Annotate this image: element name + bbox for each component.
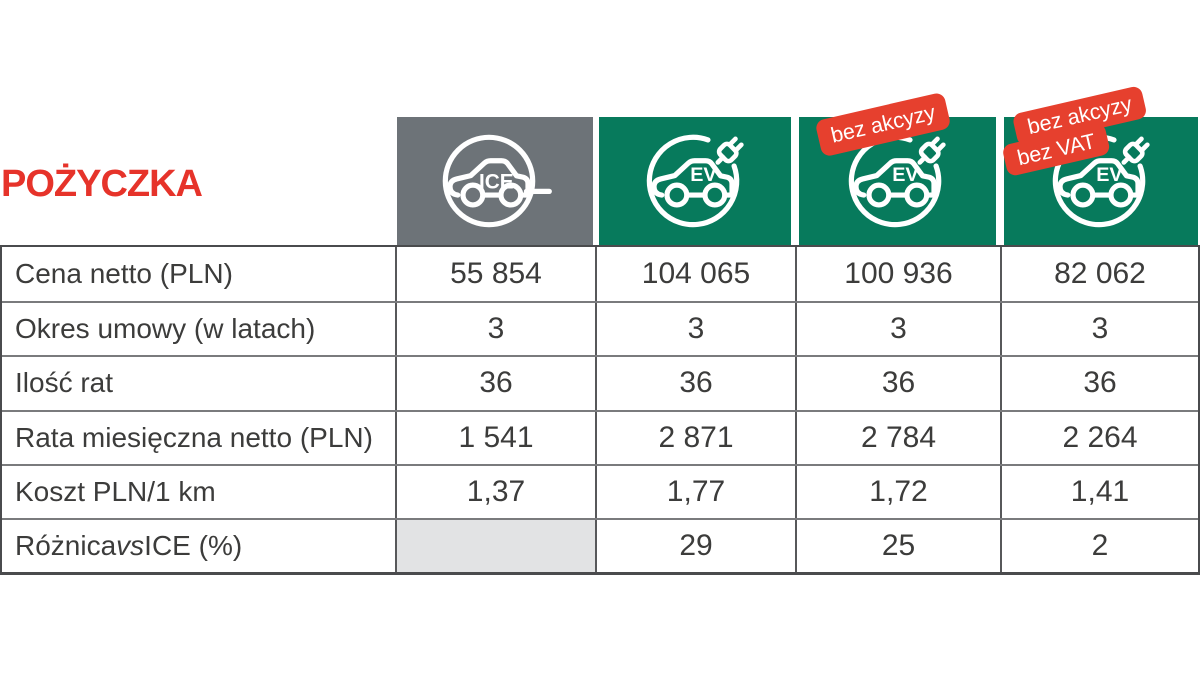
table-row (2, 301, 1198, 355)
value-cell: 36 (795, 357, 1000, 409)
value-cell: 3 (795, 303, 1000, 355)
ev-icon-label: EV (892, 164, 919, 186)
ev-icon-label: EV (690, 164, 717, 186)
ev-icon-label: EV (1096, 164, 1123, 186)
table-row (2, 410, 1198, 464)
ev-car-plug-icon (641, 129, 749, 233)
row-label-segment: Okres umowy (w latach) (15, 313, 316, 345)
value-cell: 36 (1000, 357, 1198, 409)
empty-shaded-cell (395, 520, 595, 572)
value-cell: 1,77 (595, 466, 795, 518)
value-cell: 1,41 (1000, 466, 1198, 518)
row-label (2, 303, 395, 355)
ice-icon-label: ICE (478, 170, 514, 194)
row-label (2, 466, 395, 518)
row-label-segment: Rata miesięczna netto (PLN) (15, 421, 373, 453)
value-cell: 3 (395, 303, 595, 355)
column-header-ev-bez-akcyzy (799, 100, 996, 245)
row-label-segment: ICE (%) (144, 529, 243, 561)
value-cell: 3 (595, 303, 795, 355)
value-cell: 36 (595, 357, 795, 409)
badge-label: bez akcyzy (828, 100, 938, 148)
column-header-ev-bez-akcyzy-bez-vat (1004, 91, 1198, 245)
row-label (2, 520, 395, 572)
ice-car-icon (437, 129, 553, 233)
row-label-segment: Różnica (15, 529, 117, 561)
badge-label-line2: bez VAT (1001, 122, 1111, 178)
table-row (2, 247, 1198, 301)
column-header-ice (397, 117, 593, 245)
page-title: POŻYCZKA (1, 163, 202, 205)
value-cell: 36 (395, 357, 595, 409)
table-row (2, 518, 1198, 572)
badge-label-line1: bez akcyzy (1012, 85, 1148, 147)
table-row (2, 464, 1198, 518)
row-label-segment: vs (116, 529, 145, 561)
row-label-segment: Ilość rat (15, 367, 114, 399)
value-cell: 25 (795, 520, 1000, 572)
column-header-ev (599, 117, 791, 245)
value-cell: 100 936 (795, 247, 1000, 301)
row-label-segment: Koszt PLN/1 km (15, 475, 216, 507)
value-cell: 55 854 (395, 247, 595, 301)
value-cell: 1,72 (795, 466, 1000, 518)
value-cell: 1 541 (395, 412, 595, 464)
row-label-segment: Cena netto (PLN) (15, 258, 233, 290)
table-row (2, 355, 1198, 409)
value-cell: 29 (595, 520, 795, 572)
value-cell: 82 062 (1000, 247, 1198, 301)
value-cell: 1,37 (395, 466, 595, 518)
row-label (2, 412, 395, 464)
value-cell: 104 065 (595, 247, 795, 301)
row-label (2, 247, 395, 301)
value-cell: 2 871 (595, 412, 795, 464)
value-cell: 2 784 (795, 412, 1000, 464)
row-label (2, 357, 395, 409)
comparison-table (0, 245, 1200, 575)
value-cell: 2 (1000, 520, 1198, 572)
value-cell: 2 264 (1000, 412, 1198, 464)
value-cell: 3 (1000, 303, 1198, 355)
